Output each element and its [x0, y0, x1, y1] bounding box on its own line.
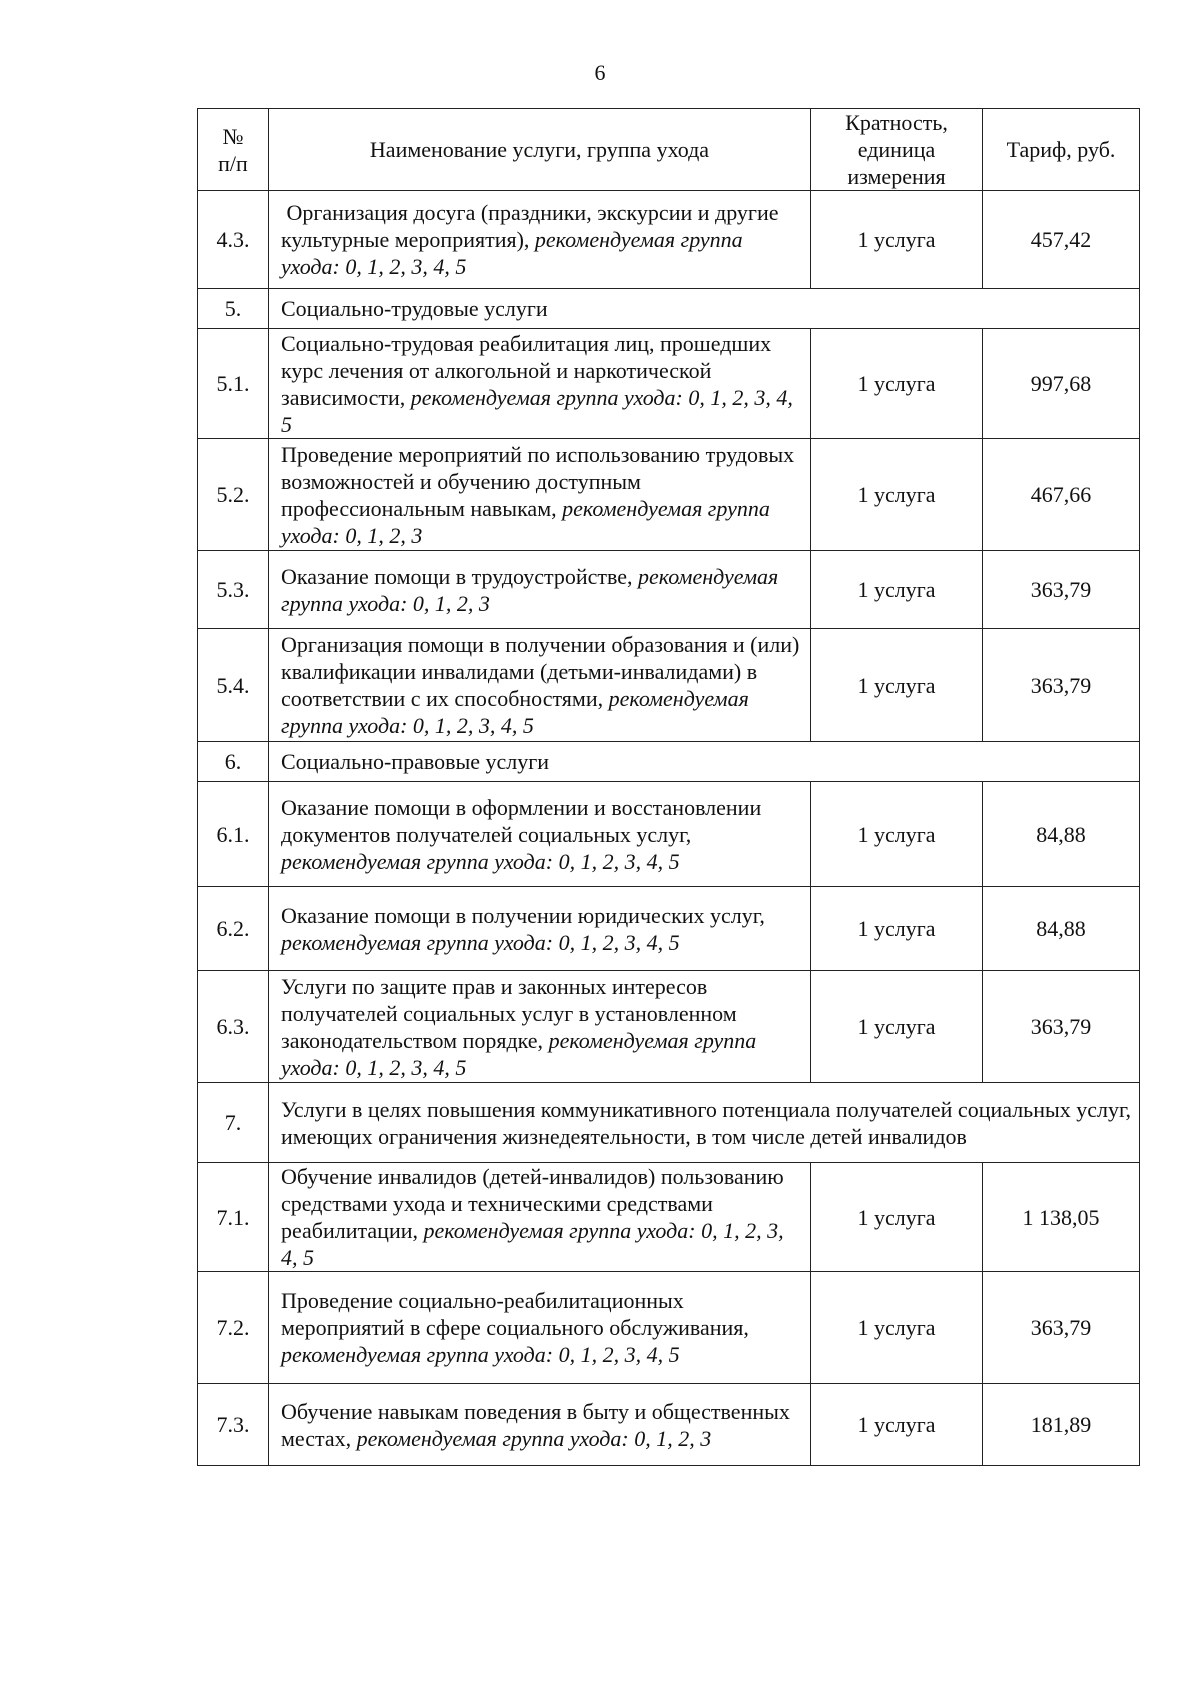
header-unit: Кратность, единица измерения [811, 109, 983, 191]
table-row [198, 1384, 1140, 1466]
care-group: рекомендуемая группа ухода: 0, 1, 2, 3, 4, 5 [281, 686, 749, 738]
unit-cell: 1 услуга [811, 329, 983, 439]
service-name [269, 1163, 811, 1272]
tariff-cell: 997,68 [983, 329, 1140, 439]
row-number: 7.1. [198, 1163, 269, 1272]
table-row [198, 439, 1140, 551]
care-group: рекомендуемая группа ухода: 0, 1, 2, 3, 4, 5 [281, 384, 793, 437]
unit-cell: 1 услуга [811, 551, 983, 629]
care-group: рекомендуемая группа ухода: 0, 1, 2, 3, 4, 5 [281, 929, 680, 955]
service-name [269, 551, 811, 629]
unit-cell: 1 услуга [811, 191, 983, 289]
section-row [198, 289, 1140, 329]
tariff-cell: 84,88 [983, 887, 1140, 971]
service-name [269, 329, 811, 439]
service-text: Организация помощи в получении образования и (или) квалификации инвалидами (детьми-инвалидами) в соответствии с их способностями, [281, 632, 805, 711]
table-row [198, 191, 1140, 289]
service-name [269, 782, 811, 887]
unit-cell: 1 услуга [811, 782, 983, 887]
care-group: рекомендуемая группа ухода: 0, 1, 2, 3 [281, 495, 770, 548]
unit-cell: 1 услуга [811, 1384, 983, 1466]
service-text: Социально-трудовая реабилитация лиц, прошедших курс лечения от алкогольной и наркотической зависимости, [281, 330, 777, 410]
service-name [269, 191, 811, 289]
table-row [198, 971, 1140, 1083]
row-number: 7.3. [198, 1384, 269, 1466]
section-title: Социально-трудовые услуги [269, 289, 1140, 329]
service-name [269, 1272, 811, 1384]
table-row [198, 1163, 1140, 1272]
tariff-cell: 363,79 [983, 629, 1140, 742]
tariff-cell: 181,89 [983, 1384, 1140, 1466]
table-header-row [198, 109, 1140, 191]
unit-cell: 1 услуга [811, 629, 983, 742]
row-number: 4.3. [198, 191, 269, 289]
service-name [269, 887, 811, 971]
care-group: рекомендуемая группа ухода: 0, 1, 2, 3, 4, 5 [281, 227, 743, 279]
header-tariff: Тариф, руб. [983, 109, 1140, 191]
tariff-cell: 1 138,05 [983, 1163, 1140, 1272]
service-text: Оказание помощи в получении юридических услуг, [281, 902, 771, 928]
table-row [198, 551, 1140, 629]
header-name: Наименование услуги, группа ухода [269, 109, 811, 191]
row-number: 5.3. [198, 551, 269, 629]
section-row [198, 1083, 1140, 1163]
care-group: рекомендуемая группа ухода: 0, 1, 2, 3 [356, 1425, 712, 1451]
care-group: рекомендуемая группа ухода: 0, 1, 2, 3 [281, 563, 779, 616]
care-group: рекомендуемая группа ухода: 0, 1, 2, 3, 4, 5 [281, 1027, 757, 1080]
service-text: Проведение социально-реабилитационных мероприятий в сфере социального обслуживания, [281, 1288, 755, 1340]
section-title: Услуги в целях повышения коммуникативного потенциала получателей социальных услуг, имеющих ограничения жизнедеятельности, в том числе детей инвалидов [269, 1083, 1140, 1163]
table-row [198, 887, 1140, 971]
service-name [269, 1384, 811, 1466]
row-number: 6.1. [198, 782, 269, 887]
section-row [198, 742, 1140, 782]
service-text: Обучение навыкам поведения в быту и общественных местах, [281, 1398, 796, 1451]
row-number: 6.3. [198, 971, 269, 1083]
table-row [198, 329, 1140, 439]
service-text: Оказание помощи в трудоустройстве, [281, 563, 639, 589]
tariff-cell: 467,66 [983, 439, 1140, 551]
page-number: 6 [594, 60, 606, 85]
row-number: 6. [198, 742, 269, 782]
unit-cell: 1 услуга [811, 971, 983, 1083]
section-title: Социально-правовые услуги [269, 742, 1140, 782]
services-table [197, 108, 1140, 1466]
row-number: 7. [198, 1083, 269, 1163]
service-text: Услуги по защите прав и законных интересов получателей социальных услуг в установленном законодательством порядке, [281, 973, 743, 1053]
row-number: 5.1. [198, 329, 269, 439]
row-number: 5.4. [198, 629, 269, 742]
table-row [198, 629, 1140, 742]
unit-cell: 1 услуга [811, 1272, 983, 1384]
row-number: 5.2. [198, 439, 269, 551]
service-name [269, 629, 811, 742]
tariff-cell: 363,79 [983, 551, 1140, 629]
care-group: рекомендуемая группа ухода: 0, 1, 2, 3, 4, 5 [281, 1218, 784, 1270]
service-text: Обучение инвалидов (детей-инвалидов) пользованию средствами ухода и техническими средствами реабилитации, [281, 1164, 790, 1243]
service-name [269, 971, 811, 1083]
tariff-cell: 457,42 [983, 191, 1140, 289]
service-text: Оказание помощи в оформлении и восстановлении документов получателей социальных услуг, [281, 794, 767, 847]
row-number: 5. [198, 289, 269, 329]
row-number: 6.2. [198, 887, 269, 971]
tariff-cell: 84,88 [983, 782, 1140, 887]
unit-cell: 1 услуга [811, 1163, 983, 1272]
tariff-cell: 363,79 [983, 1272, 1140, 1384]
service-text: Проведение мероприятий по использованию трудовых возможностей и обучению доступным профессиональным навыкам, [281, 441, 800, 521]
row-number: 7.2. [198, 1272, 269, 1384]
tariff-cell: 363,79 [983, 971, 1140, 1083]
header-num: № п/п [198, 109, 269, 191]
table-row [198, 782, 1140, 887]
care-group: рекомендуемая группа ухода: 0, 1, 2, 3, 4, 5 [281, 1342, 680, 1367]
care-group: рекомендуемая группа ухода: 0, 1, 2, 3, 4, 5 [281, 848, 680, 874]
service-text: Организация досуга (праздники, экскурсии и другие культурные мероприятия), [281, 200, 784, 252]
service-name [269, 439, 811, 551]
unit-cell: 1 услуга [811, 439, 983, 551]
table-row [198, 1272, 1140, 1384]
unit-cell: 1 услуга [811, 887, 983, 971]
